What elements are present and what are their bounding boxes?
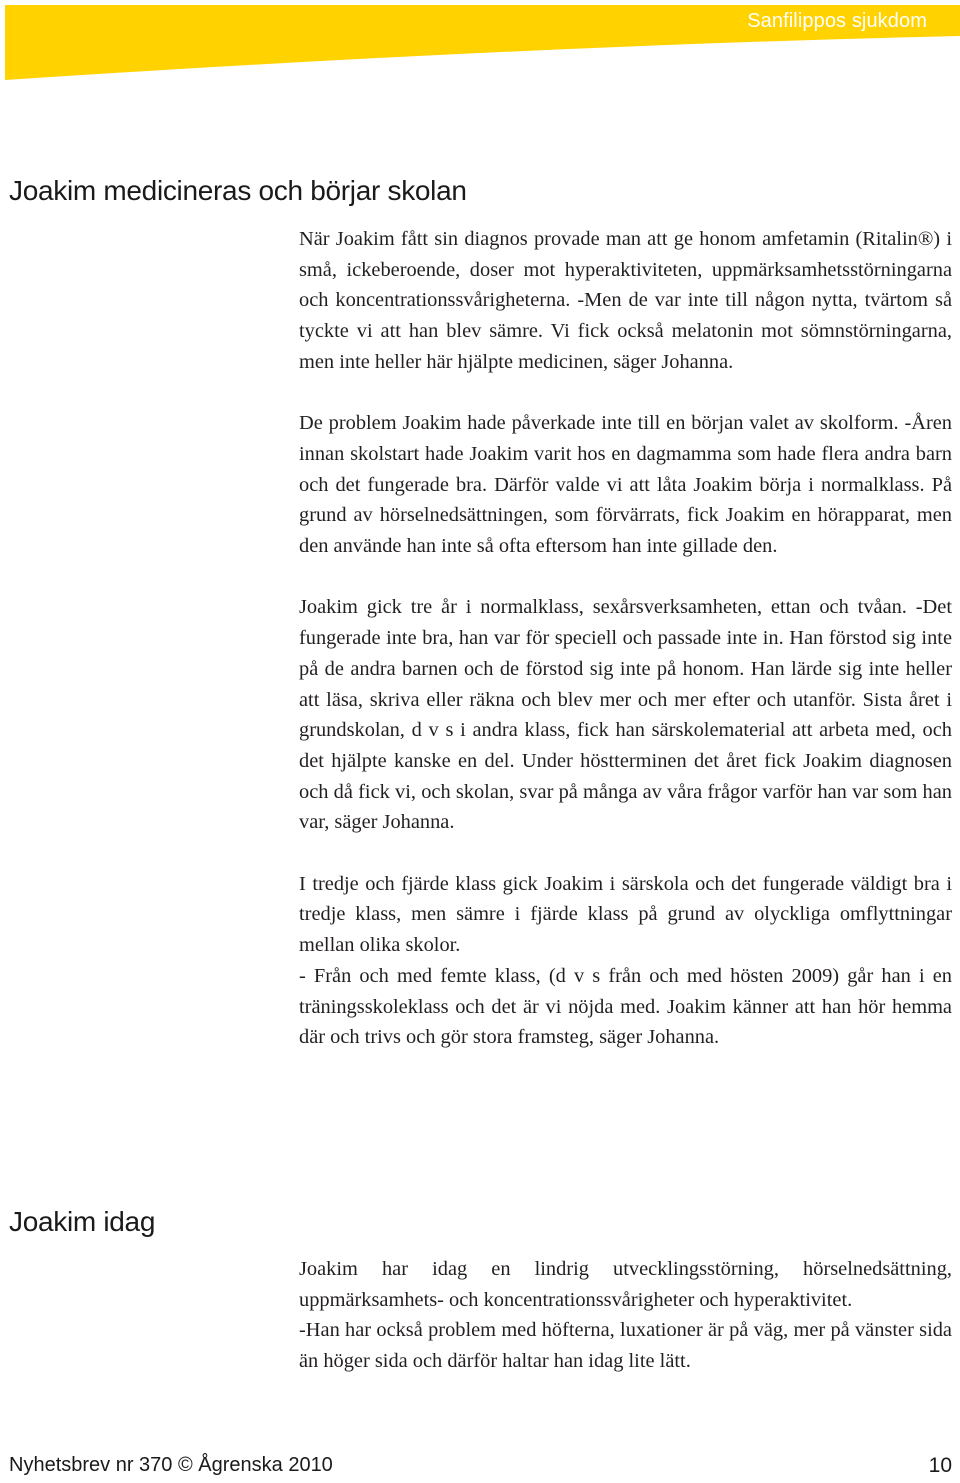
- footer-publication: Nyhetsbrev nr 370 © Ågrenska 2010: [9, 1454, 333, 1476]
- section-heading-today: Joakim idag: [9, 1206, 156, 1237]
- page-number: 10: [928, 1454, 952, 1477]
- section-body-today: [299, 1254, 952, 1377]
- paragraph: Joakim gick tre år i normalklass, sexårsverksamheten, ettan och tvåan. -Det fungerade inte bra, han var för speciell och passade inte in. Han förstod sig inte på de andra barnen och de förstod sig inte på honom. Han lärde sig inte heller att läsa, skriva eller räkna och blev mer och mer efter och utanför. Sista året i grundskolan, d v s i andra klass, fick han särskolematerial att arbeta med, och det hjälpte kanske en del. Under höstterminen det året fick Joakim diagnosen och då fick vi, och skolan, svar på många av våra frågor varför han var som han var, säger Johanna.: [299, 596, 952, 834]
- paragraph: I tredje och fjärde klass gick Joakim i särskola och det fungerade väldigt bra i tredje klass, men sämre i fjärde klass på grund av olyckliga omflyttningar mellan olika skolor.: [299, 872, 952, 957]
- header-title: Sanfilippos sjukdom: [747, 10, 927, 32]
- section-heading-medication: Joakim medicineras och börjar skolan: [9, 175, 467, 206]
- paragraph: - Från och med femte klass, (d v s från och med hösten 2009) går han i en träningsskoleklass och det är vi nöjda med. Joakim känner att han hör hemma där och trivs och gör stora framsteg, säger Johanna.: [299, 964, 952, 1049]
- section-body-medication: [299, 224, 952, 1053]
- paragraph: De problem Joakim hade påverkade inte till en början valet av skolform. -Åren innan skolstart hade Joakim varit hos en dagmamma som hade flera andra barn och det fungerade bra. Därför valde vi att låta Joakim börja i normalklass. På grund av hörselnedsättningen, som förvärrats, fick Joakim en hörapparat, men den använde han inte så ofta eftersom han inte gillade den.: [299, 412, 952, 558]
- paragraph: Joakim har idag en lindrig utvecklingsstörning, hörselnedsättning, uppmärksamhets- och koncentrationssvårigheter och hyperaktivitet.: [299, 1258, 952, 1311]
- header-banner: [0, 0, 960, 90]
- paragraph: -Han har också problem med höfterna, luxationer är på väg, mer på vänster sida än höger sida och därför haltar han idag lite lätt.: [299, 1319, 952, 1373]
- paragraph: När Joakim fått sin diagnos provade man att ge honom amfetamin (Ritalin®) i små, ickeberoende, doser mot hyperaktiviteten, uppmärksamhetsstörningarna och koncentrationssvårigheterna. -Men de var inte till någon nytta, tvärtom så tyckte vi att han blev sämre. Vi fick också melatonin mot sömnstörningarna, men inte heller här hjälpte medicinen, säger Johanna.: [299, 228, 952, 373]
